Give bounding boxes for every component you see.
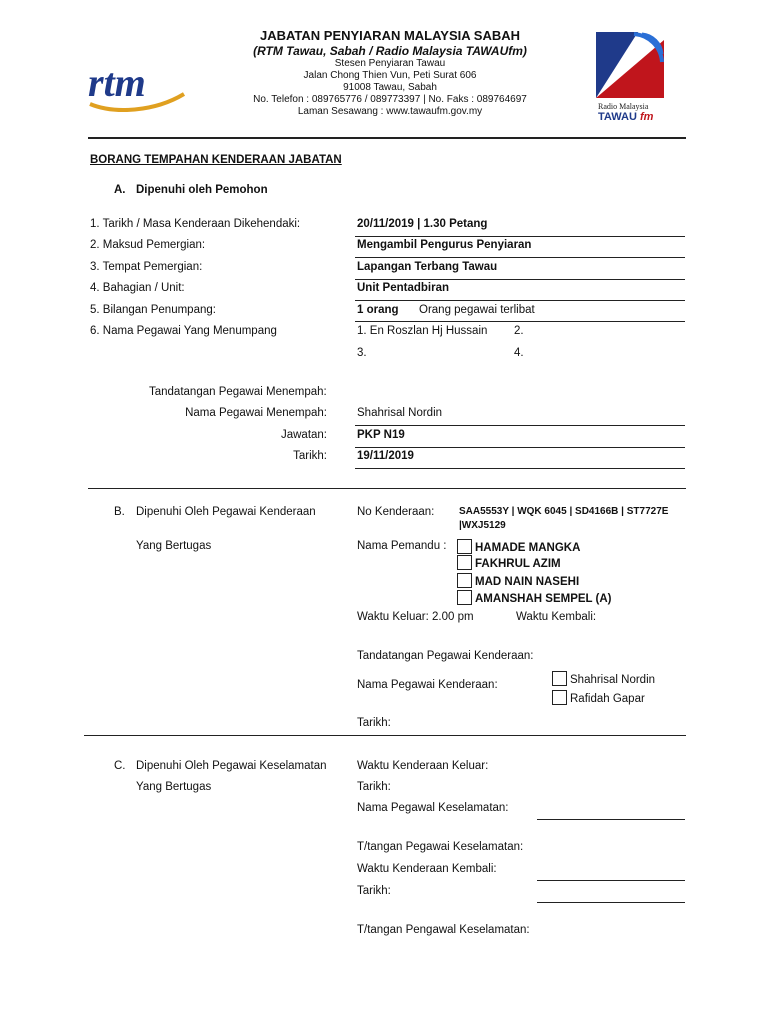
q5-note: Orang pegawai terlibat [419, 304, 535, 316]
section-a-heading: Dipenuhi oleh Pemohon [136, 184, 268, 196]
return-time-c-label: Waktu Kenderaan Kembali: [357, 863, 497, 875]
q1-line [355, 236, 685, 237]
vehicle-officer-name-label: Nama Pegawai Kenderaan: [357, 679, 498, 691]
address-line-1: Stesen Penyiaran Tawau [334, 58, 446, 69]
section-a-date-value: 19/11/2019 [357, 450, 414, 462]
section-b-letter: B. [114, 506, 125, 518]
driver-checkbox-3[interactable] [457, 573, 472, 588]
return-time-label: Waktu Kembali: [516, 611, 597, 623]
section-c-heading-2: Yang Bertugas [136, 781, 212, 793]
exit-time-label: Waktu Kenderaan Keluar: [357, 760, 489, 772]
section-c-heading: Dipenuhi Oleh Pegawai Keselamatan [136, 760, 327, 772]
driver-option-2[interactable]: FAKHRUL AZIM [457, 555, 561, 570]
departure-time: Waktu Keluar: 2.00 pm [357, 611, 474, 623]
guard-name-line [537, 819, 685, 820]
org-name: JABATAN PENYIARAN MALAYSIA SABAH [259, 28, 521, 43]
jawatan-value: PKP N19 [357, 429, 405, 441]
section-c-date-1-label: Tarikh: [357, 781, 391, 793]
q4-label: 4. Bahagian / Unit: [90, 282, 185, 294]
q1-value: 20/11/2019 | 1.30 Petang [357, 218, 488, 230]
q4-line [355, 300, 685, 301]
section-c-date-2-label: Tarikh: [357, 885, 391, 897]
requester-name-label: Nama Pegawai Menempah: [185, 407, 327, 419]
org-subtitle: (RTM Tawau, Sabah / Radio Malaysia TAWAUfm) [253, 44, 527, 58]
requester-signature-label: Tandatangan Pegawai Menempah: [149, 386, 327, 398]
section-a-date-line [355, 468, 685, 469]
header-divider [88, 137, 686, 139]
vehicle-officer-signature-label: Tandatangan Pegawai Kenderaan: [357, 650, 534, 662]
logo-tawau-text: TAWAU fm [598, 111, 654, 123]
website: Laman Sesawang : www.tawaufm.gov.my [297, 106, 483, 117]
section-b-heading: Dipenuhi Oleh Pegawai Kenderaan [136, 506, 316, 518]
passenger-2: 2. [514, 325, 524, 337]
driver-checkbox-1[interactable] [457, 539, 472, 554]
q3-value: Lapangan Terbang Tawau [357, 261, 498, 273]
section-a-letter: A. [114, 184, 126, 196]
officer-checkbox-1[interactable] [552, 671, 567, 686]
driver-checkbox-4[interactable] [457, 590, 472, 605]
q6-label: 6. Nama Pegawai Yang Menumpang [90, 325, 277, 337]
driver-checkbox-2[interactable] [457, 555, 472, 570]
section-b-heading-2: Yang Bertugas [136, 540, 212, 552]
address-line-2: Jalan Chong Thien Vun, Peti Surat 606 [303, 70, 477, 81]
section-c-date-2-line [537, 902, 685, 903]
jawatan-line [355, 447, 685, 448]
section-a-date-label: Tarikh: [293, 450, 327, 462]
svg-text:rtm: rtm [88, 60, 146, 105]
section-c-letter: C. [114, 760, 126, 772]
vehicle-no-line-2: |WXJ5129 [459, 520, 506, 531]
rtm-logo [84, 58, 190, 114]
officer-option-1[interactable]: Shahrisal Nordin [552, 671, 655, 686]
driver-label: Nama Pemandu : [357, 540, 447, 552]
driver-option-4[interactable]: AMANSHAH SEMPEL (A) [457, 590, 612, 605]
logo-radio-text: Radio Malaysia [598, 102, 649, 111]
passenger-3: 3. [357, 347, 367, 359]
q3-label: 3. Tempat Pemergian: [90, 261, 203, 273]
driver-option-3[interactable]: MAD NAIN NASEHI [457, 573, 579, 588]
q5-count: 1 orang [357, 304, 399, 316]
q1-label: 1. Tarikh / Masa Kenderaan Dikehendaki: [90, 218, 301, 230]
q4-value: Unit Pentadbiran [357, 282, 450, 294]
section-b-date-label: Tarikh: [357, 717, 391, 729]
vehicle-no-line-1: SAA5553Y | WQK 6045 | SD4166B | ST7727E [459, 506, 669, 517]
jawatan-label: Jawatan: [280, 429, 327, 441]
q2-label: 2. Maksud Pemergian: [90, 239, 206, 251]
address-line-3: 91008 Tawau, Sabah [343, 82, 437, 93]
section-a-divider [88, 488, 686, 489]
driver-option-1[interactable]: HAMADE MANGKA [457, 539, 580, 554]
q3-line [355, 279, 685, 280]
phone-fax: No. Telefon : 089765776 / 089773397 | No. Faks : 089764697 [253, 94, 527, 105]
tawau-fm-logo [596, 32, 664, 124]
requester-name-line [355, 425, 685, 426]
guard-signature-2-label: T/tangan Pengawal Keselamatan: [357, 924, 530, 936]
guard-name-label: Nama Pegawal Keselamatan: [357, 802, 509, 814]
officer-checkbox-2[interactable] [552, 690, 567, 705]
form-title: BORANG TEMPAHAN KENDERAAN JABATAN [90, 154, 342, 166]
return-time-c-line [537, 880, 685, 881]
requester-name-value: Shahrisal Nordin [357, 407, 443, 419]
officer-option-2[interactable]: Rafidah Gapar [552, 690, 645, 705]
guard-signature-1-label: T/tangan Pegawai Keselamatan: [357, 841, 524, 853]
section-b-divider [84, 735, 686, 736]
vehicle-no-label: No Kenderaan: [357, 506, 435, 518]
passenger-1: 1. En Roszlan Hj Hussain [357, 325, 488, 337]
q5-line [355, 321, 685, 322]
q2-line [355, 257, 685, 258]
q2-value: Mengambil Pengurus Penyiaran [357, 239, 532, 251]
passenger-4: 4. [514, 347, 524, 359]
q5-label: 5. Bilangan Penumpang: [90, 304, 216, 316]
